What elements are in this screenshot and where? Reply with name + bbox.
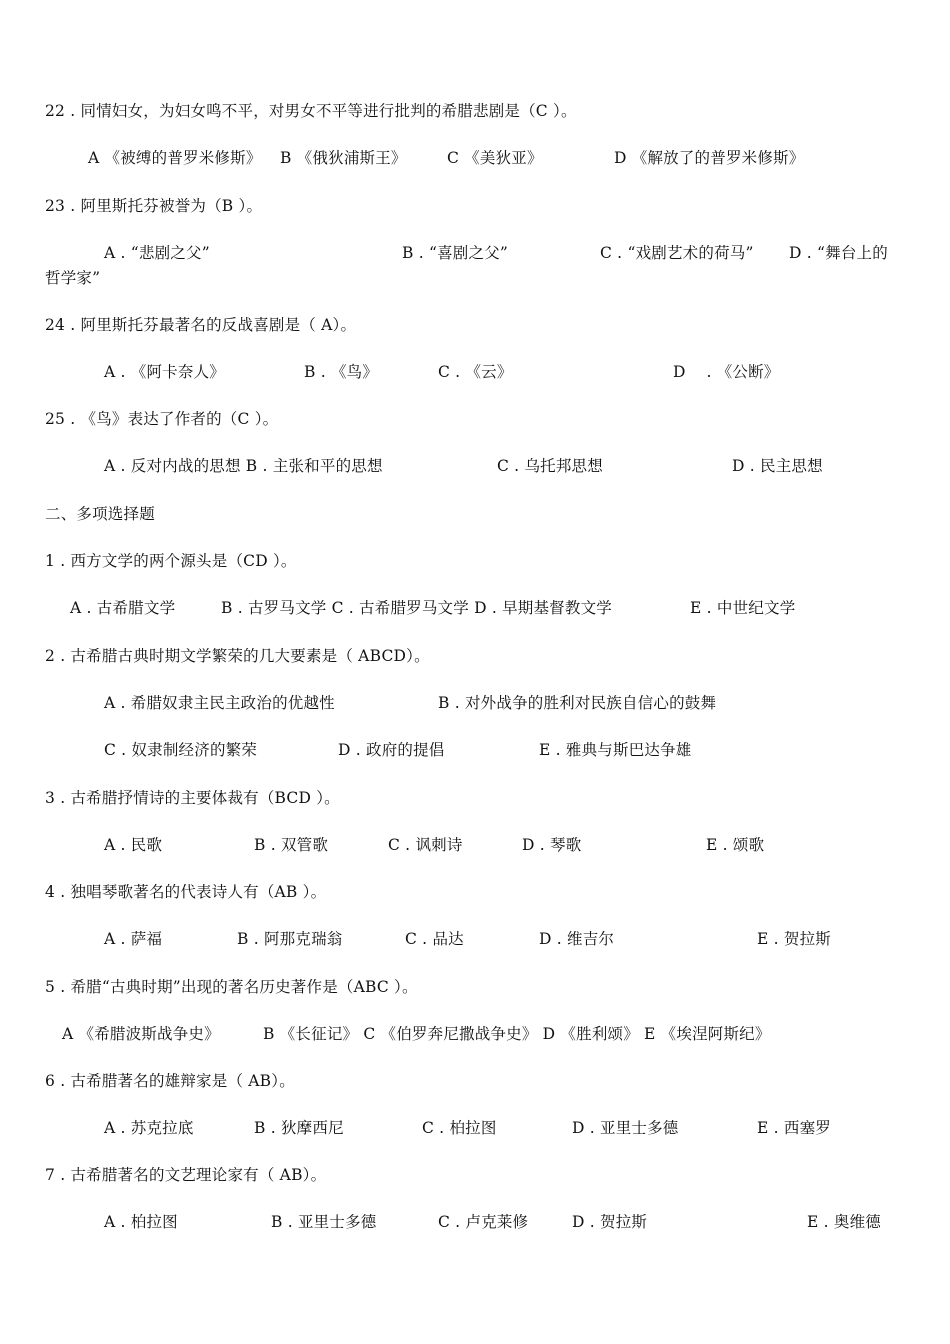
mc7-option-e: E . 奥维德 [807, 1213, 881, 1231]
mc6-option-e: E . 西塞罗 [757, 1119, 831, 1137]
q24-option-b: B . 《鸟》 [304, 363, 379, 381]
mc3-option-d: D . 琴歌 [522, 836, 582, 854]
q24-option-c: C . 《云》 [438, 363, 513, 381]
mc6-option-b: B . 狄摩西尼 [254, 1119, 344, 1137]
q22-option-d: D 《解放了的普罗米修斯》 [614, 149, 805, 167]
mc2-option-e: E . 雅典与斯巴达争雄 [539, 741, 692, 759]
mc6-option-c: C . 柏拉图 [422, 1119, 497, 1137]
q25-option-ab: A . 反对内战的思想 B . 主张和平的思想 [104, 457, 383, 475]
question-23-stem: 23 . 阿里斯托芬被誉为（B ）。 [45, 197, 263, 215]
section-heading-multiple-choice: 二、多项选择题 [45, 505, 155, 523]
q22-option-c: C 《美狄亚》 [447, 149, 543, 167]
question-25-stem: 25 . 《鸟》表达了作者的（C ）。 [45, 410, 279, 428]
mc4-option-b: B . 阿那克瑞翁 [237, 930, 343, 948]
mc4-option-e: E . 贺拉斯 [757, 930, 831, 948]
mc1-option-a: A . 古希腊文学 [70, 599, 176, 617]
q23-option-a: A . “悲剧之父” [104, 244, 210, 262]
mc4-option-c: C . 品达 [405, 930, 464, 948]
q23-option-b: B . “喜剧之父” [402, 244, 509, 262]
mc1-option-e: E . 中世纪文学 [690, 599, 796, 617]
mc2-option-a: A . 希腊奴隶主民主政治的优越性 [104, 694, 335, 712]
mc6-option-d: D . 亚里士多德 [572, 1119, 679, 1137]
mc2-option-b: B . 对外战争的胜利对民族自信心的鼓舞 [438, 694, 717, 712]
mc2-option-d: D . 政府的提倡 [338, 741, 445, 759]
mc3-option-b: B . 双管歌 [254, 836, 329, 854]
q25-option-c: C . 乌托邦思想 [497, 457, 603, 475]
mc4-option-d: D . 维吉尔 [539, 930, 615, 948]
question-22-stem: 22 . 同情妇女，为妇女鸣不平，对男女不平等进行批判的希腊悲剧是（C ）。 [45, 102, 577, 120]
mc-question-7-stem: 7 . 古希腊著名的文艺理论家有（ AB）。 [45, 1166, 327, 1184]
mc-question-1-stem: 1 . 西方文学的两个源头是（CD ）。 [45, 552, 297, 570]
q22-option-b: B 《俄狄浦斯王》 [280, 149, 407, 167]
q23-option-c: C . “戏剧艺术的荷马” [600, 244, 754, 262]
q25-option-d: D . 民主思想 [732, 457, 823, 475]
mc6-option-a: A . 苏克拉底 [104, 1119, 194, 1137]
mc7-option-b: B . 亚里士多德 [271, 1213, 377, 1231]
mc7-option-d: D . 贺拉斯 [572, 1213, 648, 1231]
mc-question-5-stem: 5 . 希腊“古典时期”出现的著名历史著作是（ABC ）。 [45, 978, 418, 996]
mc1-option-bcd: B . 古罗马文学 C . 古希腊罗马文学 D . 早期基督教文学 [221, 599, 612, 617]
mc-question-2-stem: 2 . 古希腊古典时期文学繁荣的几大要素是（ ABCD）。 [45, 647, 430, 665]
q23-option-d: D . “舞台上的 [789, 244, 888, 262]
mc-question-4-stem: 4 . 独唱琴歌著名的代表诗人有（AB ）。 [45, 883, 327, 901]
q24-option-d: D . 《公断》 [673, 363, 780, 381]
mc3-option-e: E . 颂歌 [706, 836, 765, 854]
q24-option-a: A . 《阿卡奈人》 [104, 363, 225, 381]
mc2-option-c: C . 奴隶制经济的繁荣 [104, 741, 258, 759]
q22-option-a: A 《被缚的普罗米修斯》 [88, 149, 262, 167]
mc4-option-a: A . 萨福 [104, 930, 163, 948]
mc5-option-a: A 《希腊波斯战争史》 [62, 1025, 220, 1043]
mc3-option-c: C . 讽刺诗 [388, 836, 463, 854]
q23-option-d-continued: 哲学家” [45, 269, 101, 287]
mc-question-6-stem: 6 . 古希腊著名的雄辩家是（ AB）。 [45, 1072, 295, 1090]
mc-question-3-stem: 3 . 古希腊抒情诗的主要体裁有（BCD ）。 [45, 789, 340, 807]
mc7-option-c: C . 卢克莱修 [438, 1213, 529, 1231]
question-24-stem: 24 . 阿里斯托芬最著名的反战喜剧是（ A）。 [45, 316, 357, 334]
mc5-option-bcde: B 《长征记》 C 《伯罗奔尼撒战争史》 D 《胜利颂》 E 《埃涅阿斯纪》 [263, 1025, 771, 1043]
mc7-option-a: A . 柏拉图 [104, 1213, 178, 1231]
mc3-option-a: A . 民歌 [104, 836, 163, 854]
